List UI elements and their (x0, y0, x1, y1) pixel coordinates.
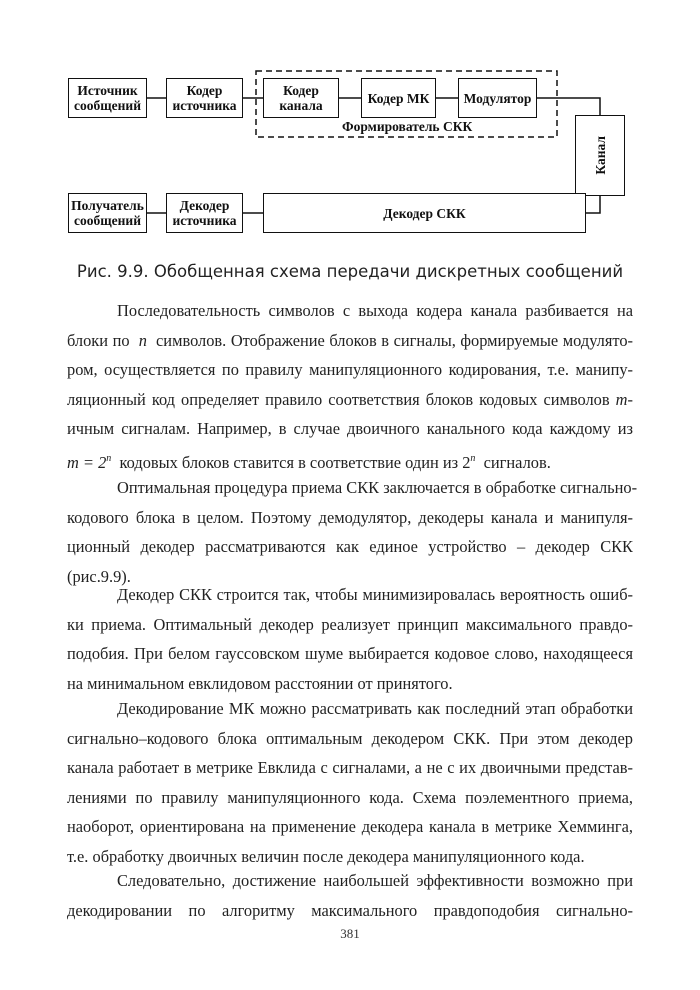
var-m-with-dash (616, 390, 633, 409)
text-line: декодировании по алгоритму максимального правдоподобия сигнально- (67, 900, 633, 920)
formula-exponent: n (470, 452, 476, 464)
text-line: т.е. обработку двоичных величин после декодера манипуляционного кода. (67, 846, 585, 866)
source-coder-box: Кодер источника (166, 78, 243, 118)
text-line: наоборот, ориентирована на применение декодера канала в метрике Хемминга, (67, 817, 633, 836)
text-line: сигнально–кодового блока оптимальным декодером СКК. При этом декодер (67, 728, 633, 748)
paragraph-1 (67, 296, 633, 473)
text-line: на минимальном евклидовом расстоянии от принятого. (67, 673, 453, 693)
text-line (67, 326, 633, 356)
paragraph-2 (67, 473, 638, 591)
modulator-box: Модулятор (458, 78, 537, 118)
skk-decoder-box: Декодер СКК (263, 193, 586, 233)
text-fragment: кодовых блоков ставится в соответствие один из (119, 452, 459, 472)
paragraph-5 (67, 866, 633, 925)
text-line (67, 385, 633, 415)
figure-caption: Рис. 9.9. Обобщенная схема передачи дискретных сообщений (76, 262, 624, 281)
page-number: 381 (340, 926, 360, 941)
text-line: Декодирование МК можно рассматривать как последний этап обработки (117, 699, 633, 718)
text-line: Последовательность символов с выхода кодера канала разбивается на (117, 301, 633, 320)
source-decoder-box: Декодер источника (166, 193, 243, 233)
text-line: Оптимальная процедура приема СКК заключается в обработке сигнально- (117, 478, 638, 497)
formula-m-eq-2n (67, 453, 111, 472)
text-line: ки приема. Оптимальный декодер реализует принцип максимального правдо- (67, 614, 633, 634)
dash: - (627, 389, 633, 409)
formula-exponent: n (106, 452, 112, 464)
var-n: n (138, 330, 147, 350)
paragraph-4 (67, 694, 633, 871)
text-fragment: символов. Отображение блоков в сигналы, формируемые модулято- (156, 330, 633, 350)
formula-lhs: m = 2 (67, 452, 107, 472)
line-modulator-to-channel (537, 98, 600, 115)
text-fragment: блоки по (67, 330, 130, 350)
text-line: подобия. При белом гауссовском шуме выбирается кодовое слово, находящееся (67, 644, 633, 663)
source-box: Источник сообщений (68, 78, 147, 118)
mk-coder-box: Кодер МК (361, 78, 436, 118)
formula-base: 2 (462, 452, 471, 472)
var-m: m (615, 389, 628, 409)
formula-2n (462, 453, 475, 472)
line-channel-to-decoder (586, 196, 600, 213)
paragraph-3 (67, 580, 633, 698)
text-line: Декодер СКК строится так, чтобы минимизировалась вероятность ошиб- (117, 585, 633, 604)
channel-label: Канал (592, 136, 608, 175)
receiver-box: Получатель сообщений (68, 193, 147, 233)
text-line: лениями по правилу манипуляционного кода. Схема поэлементного приема, (67, 787, 633, 807)
text-fragment: сигналов. (483, 452, 551, 472)
text-line: (рис.9.9). (67, 566, 131, 586)
text-line: ичным сигналам. Например, в случае двоичного канального кода каждому из (67, 419, 633, 438)
text-line: Следовательно, достижение наибольшей эффективности возможно при (117, 871, 633, 890)
channel-box (575, 115, 625, 196)
text-line: канала работает в метрике Евклида с сигналами, а не с их двоичными представ- (67, 758, 633, 777)
text-line (67, 444, 633, 474)
text-fragment: ляционный код определяет правило соответствия блоков кодовых символов (67, 389, 610, 409)
text-line: ционный декодер рассматриваются как единое устройство – декодер СКК (67, 537, 633, 556)
text-line: ром, осуществляется по правилу манипуляционного кодирования, т.е. манипу- (67, 360, 633, 379)
channel-coder-box: Кодер канала (263, 78, 339, 118)
group-label: Формирователь СКК (342, 119, 473, 134)
text-line: кодового блока в целом. Поэтому демодулятор, декодеры канала и манипуля- (67, 507, 633, 527)
